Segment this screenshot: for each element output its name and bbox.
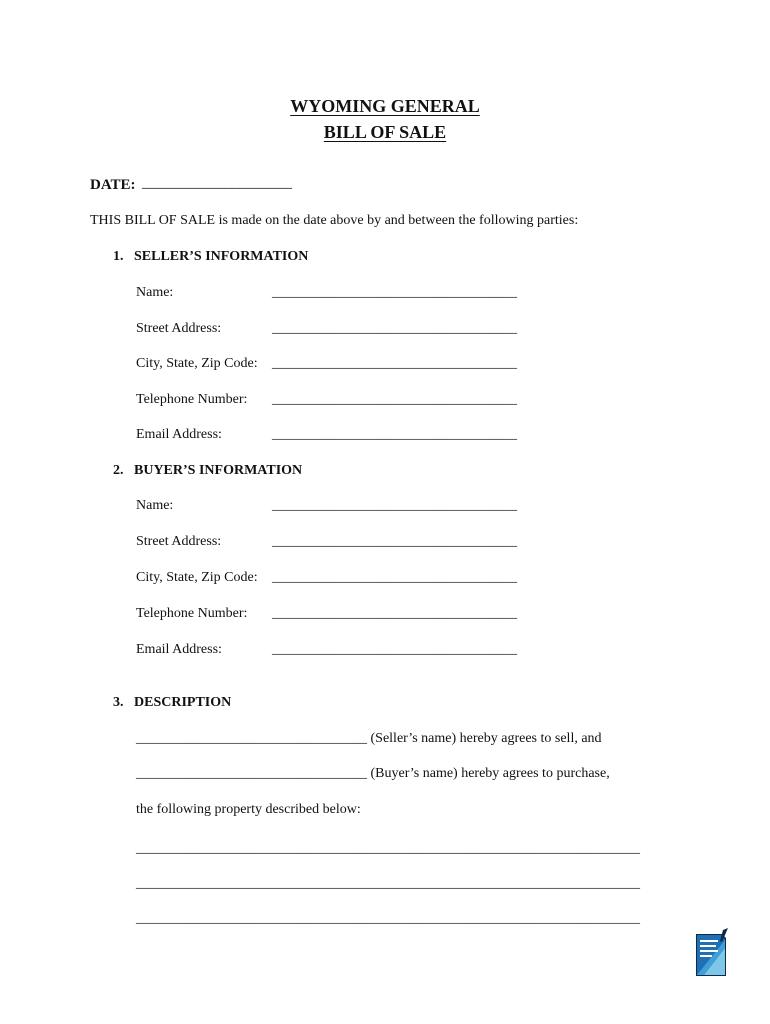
seller-agreement-line[interactable]: _________________________________ (Seller’s name) hereby agrees to sell, and	[136, 731, 602, 746]
document-logo-icon	[692, 928, 730, 980]
buyer-phone-label: Telephone Number:	[136, 606, 248, 621]
seller-city-field[interactable]: ___________________________________	[272, 356, 517, 371]
buyer-email-field[interactable]: ___________________________________	[272, 642, 517, 657]
seller-phone-label: Telephone Number:	[136, 392, 248, 407]
buyer-name-field[interactable]: ___________________________________	[272, 498, 517, 513]
buyer-heading: 2. BUYER’S INFORMATION	[113, 463, 303, 478]
intro-text: THIS BILL OF SALE is made on the date above by and between the following parties:	[90, 213, 579, 228]
property-description-line[interactable]: ________________________________________________________________________	[136, 911, 640, 926]
buyer-agreement-line[interactable]: _________________________________ (Buyer’s name) hereby agrees to purchase,	[136, 766, 610, 781]
seller-heading: 1. SELLER’S INFORMATION	[113, 249, 309, 264]
buyer-phone-field[interactable]: ___________________________________	[272, 606, 517, 621]
seller-street-label: Street Address:	[136, 321, 222, 336]
document-title-line-1: WYOMING GENERAL	[290, 96, 480, 116]
buyer-city-label: City, State, Zip Code:	[136, 570, 258, 585]
seller-email-field[interactable]: ___________________________________	[272, 427, 517, 442]
date-label: DATE:	[90, 177, 136, 193]
buyer-street-label: Street Address:	[136, 534, 222, 549]
seller-name-label: Name:	[136, 285, 174, 300]
date-field[interactable]: ____________________	[142, 175, 292, 191]
property-description-line[interactable]: ________________________________________________________________________	[136, 876, 640, 891]
property-description-line[interactable]: ________________________________________________________________________	[136, 841, 640, 856]
description-heading: 3. DESCRIPTION	[113, 695, 232, 710]
buyer-name-label: Name:	[136, 498, 174, 513]
seller-phone-field[interactable]: ___________________________________	[272, 392, 517, 407]
seller-city-label: City, State, Zip Code:	[136, 356, 258, 371]
buyer-street-field[interactable]: ___________________________________	[272, 534, 517, 549]
seller-name-field[interactable]: ___________________________________	[272, 285, 517, 300]
buyer-email-label: Email Address:	[136, 642, 222, 657]
seller-street-field[interactable]: ___________________________________	[272, 321, 517, 336]
seller-email-label: Email Address:	[136, 427, 222, 442]
document-title-line-2: BILL OF SALE	[323, 122, 447, 142]
buyer-city-field[interactable]: ___________________________________	[272, 570, 517, 585]
property-intro-text: the following property described below:	[136, 802, 361, 817]
